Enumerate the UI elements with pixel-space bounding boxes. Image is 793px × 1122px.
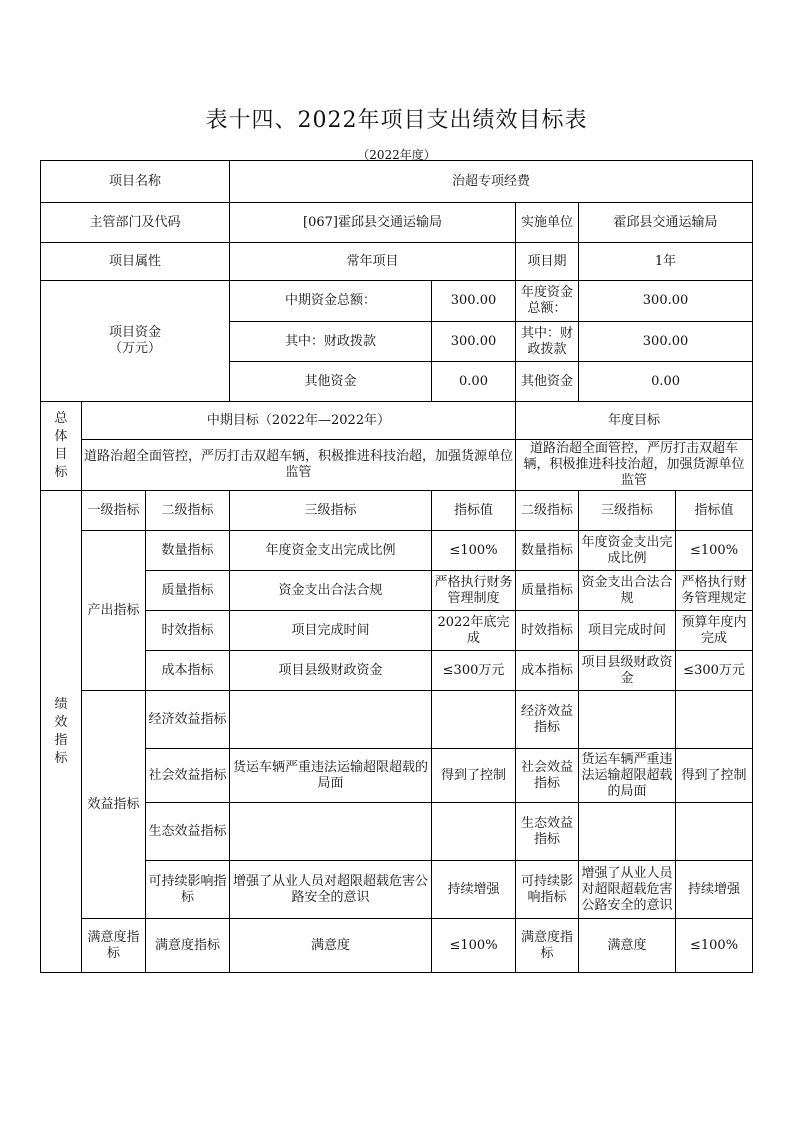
header-year-level2: 二级指标 [516, 491, 579, 531]
page-title: 表十四、2022年项目支出绩效目标表 [205, 108, 588, 133]
mid-fiscal-value: 300.00 [432, 322, 516, 362]
dept-label: 主管部门及代码 [41, 203, 230, 243]
benefit-year-l2: 可持续影响指标 [516, 861, 579, 919]
benefit-l2: 经济效益指标 [146, 691, 230, 749]
project-name-label: 项目名称 [41, 161, 230, 203]
indicators-label-text: 绩效指标 [54, 696, 68, 766]
header-year-value: 指标值 [676, 491, 753, 531]
mid-goal-text: 道路治超全面管控，严厉打击双超车辆，积极推进科技治超，加强货源单位监管 [82, 440, 516, 491]
benefit-l2: 可持续影响指标 [146, 861, 230, 919]
year-fiscal-value: 300.00 [579, 322, 753, 362]
benefit-year-value: 持续增强 [676, 861, 753, 919]
benefit-year-value: 得到了控制 [676, 749, 753, 803]
header-value: 指标值 [432, 491, 516, 531]
output-value: ≤100% [432, 531, 516, 571]
output-l2: 质量指标 [146, 571, 230, 611]
header-level1: 一级指标 [82, 491, 146, 531]
benefit-year-l2: 经济效益指标 [516, 691, 579, 749]
output-l2: 成本指标 [146, 651, 230, 691]
year-goal-text: 道路治超全面管控，严厉打击双超车辆，积极推进科技治超，加强货源单位监管 [516, 440, 753, 491]
header-year-level3: 三级指标 [579, 491, 676, 531]
benefit-l2: 社会效益指标 [146, 749, 230, 803]
project-period-value: 1年 [579, 243, 753, 281]
output-year-l3: 年度资金支出完成比例 [579, 531, 676, 571]
project-attr-label: 项目属性 [41, 243, 230, 281]
output-year-value: 预算年度内完成 [676, 611, 753, 651]
dept-value: [067]霍邱县交通运输局 [230, 203, 516, 243]
satisfaction-l2: 满意度指标 [146, 919, 230, 973]
mid-other-value: 0.00 [432, 362, 516, 402]
year-fiscal-label: 其中：财政拨款 [516, 322, 579, 362]
benefit-l3 [230, 803, 432, 861]
output-year-l2: 质量指标 [516, 571, 579, 611]
benefit-year-l3 [579, 691, 676, 749]
mid-other-label: 其他资金 [230, 362, 432, 402]
output-year-value: 严格执行财务管理规定 [676, 571, 753, 611]
overall-goal-label-text: 总体目标 [54, 411, 68, 480]
funds-label [41, 281, 230, 402]
mid-total-label: 中期资金总额： [230, 281, 432, 322]
output-year-value: ≤300万元 [676, 651, 753, 691]
overall-goal-label [41, 402, 82, 491]
header-level3: 三级指标 [230, 491, 432, 531]
benefit-year-l2: 生态效益指标 [516, 803, 579, 861]
output-year-l2: 时效指标 [516, 611, 579, 651]
benefit-l2: 生态效益指标 [146, 803, 230, 861]
year-total-value: 300.00 [579, 281, 753, 322]
output-value: ≤300万元 [432, 651, 516, 691]
satisfaction-year-l2: 满意度指标 [516, 919, 579, 973]
performance-table [40, 160, 753, 973]
output-l3: 年度资金支出完成比例 [230, 531, 432, 571]
project-attr-value: 常年项目 [230, 243, 516, 281]
funds-label-line2: （万元） [109, 341, 162, 356]
output-l3: 项目县级财政资金 [230, 651, 432, 691]
mid-goal-header: 中期目标（2022年—2022年） [82, 402, 516, 440]
project-period-label: 项目期 [516, 243, 579, 281]
satisfaction-indicators-label: 满意度指标 [82, 919, 146, 973]
output-l2: 时效指标 [146, 611, 230, 651]
project-name-value: 治超专项经费 [230, 161, 753, 203]
benefit-year-l2: 社会效益指标 [516, 749, 579, 803]
year-total-label: 年度资金总额： [516, 281, 579, 322]
indicators-label [41, 491, 82, 973]
header-level2: 二级指标 [146, 491, 230, 531]
benefit-year-value [676, 691, 753, 749]
satisfaction-value: ≤100% [432, 919, 516, 973]
output-year-l3: 项目完成时间 [579, 611, 676, 651]
benefit-year-value [676, 803, 753, 861]
benefit-indicators-label: 效益指标 [82, 691, 146, 919]
year-other-value: 0.00 [579, 362, 753, 402]
output-year-l3: 资金支出合法合规 [579, 571, 676, 611]
benefit-value: 得到了控制 [432, 749, 516, 803]
output-year-value: ≤100% [676, 531, 753, 571]
benefit-year-l3: 增强了从业人员对超限超载危害公路安全的意识 [579, 861, 676, 919]
benefit-year-l3: 货运车辆严重违法运输超限超载的局面 [579, 749, 676, 803]
output-l3: 项目完成时间 [230, 611, 432, 651]
impl-unit-value: 霍邱县交通运输局 [579, 203, 753, 243]
year-note: （2022年度） [357, 148, 436, 162]
satisfaction-l3: 满意度 [230, 919, 432, 973]
output-indicators-label: 产出指标 [82, 531, 146, 691]
mid-total-value: 300.00 [432, 281, 516, 322]
impl-unit-label: 实施单位 [516, 203, 579, 243]
output-year-l2: 成本指标 [516, 651, 579, 691]
benefit-l3: 增强了从业人员对超限超载危害公路安全的意识 [230, 861, 432, 919]
funds-label-line1: 项目资金 [109, 325, 162, 340]
mid-fiscal-label: 其中：财政拨款 [230, 322, 432, 362]
output-value: 2022年底完成 [432, 611, 516, 651]
satisfaction-year-value: ≤100% [676, 919, 753, 973]
output-value: 严格执行财务管理制度 [432, 571, 516, 611]
year-goal-header: 年度目标 [516, 402, 753, 440]
benefit-value [432, 803, 516, 861]
output-year-l2: 数量指标 [516, 531, 579, 571]
benefit-l3: 货运车辆严重违法运输超限超载的局面 [230, 749, 432, 803]
benefit-value: 持续增强 [432, 861, 516, 919]
benefit-value [432, 691, 516, 749]
benefit-year-l3 [579, 803, 676, 861]
year-other-label: 其他资金 [516, 362, 579, 402]
output-year-l3: 项目县级财政资金 [579, 651, 676, 691]
output-l3: 资金支出合法合规 [230, 571, 432, 611]
output-l2: 数量指标 [146, 531, 230, 571]
satisfaction-year-l3: 满意度 [579, 919, 676, 973]
benefit-l3 [230, 691, 432, 749]
